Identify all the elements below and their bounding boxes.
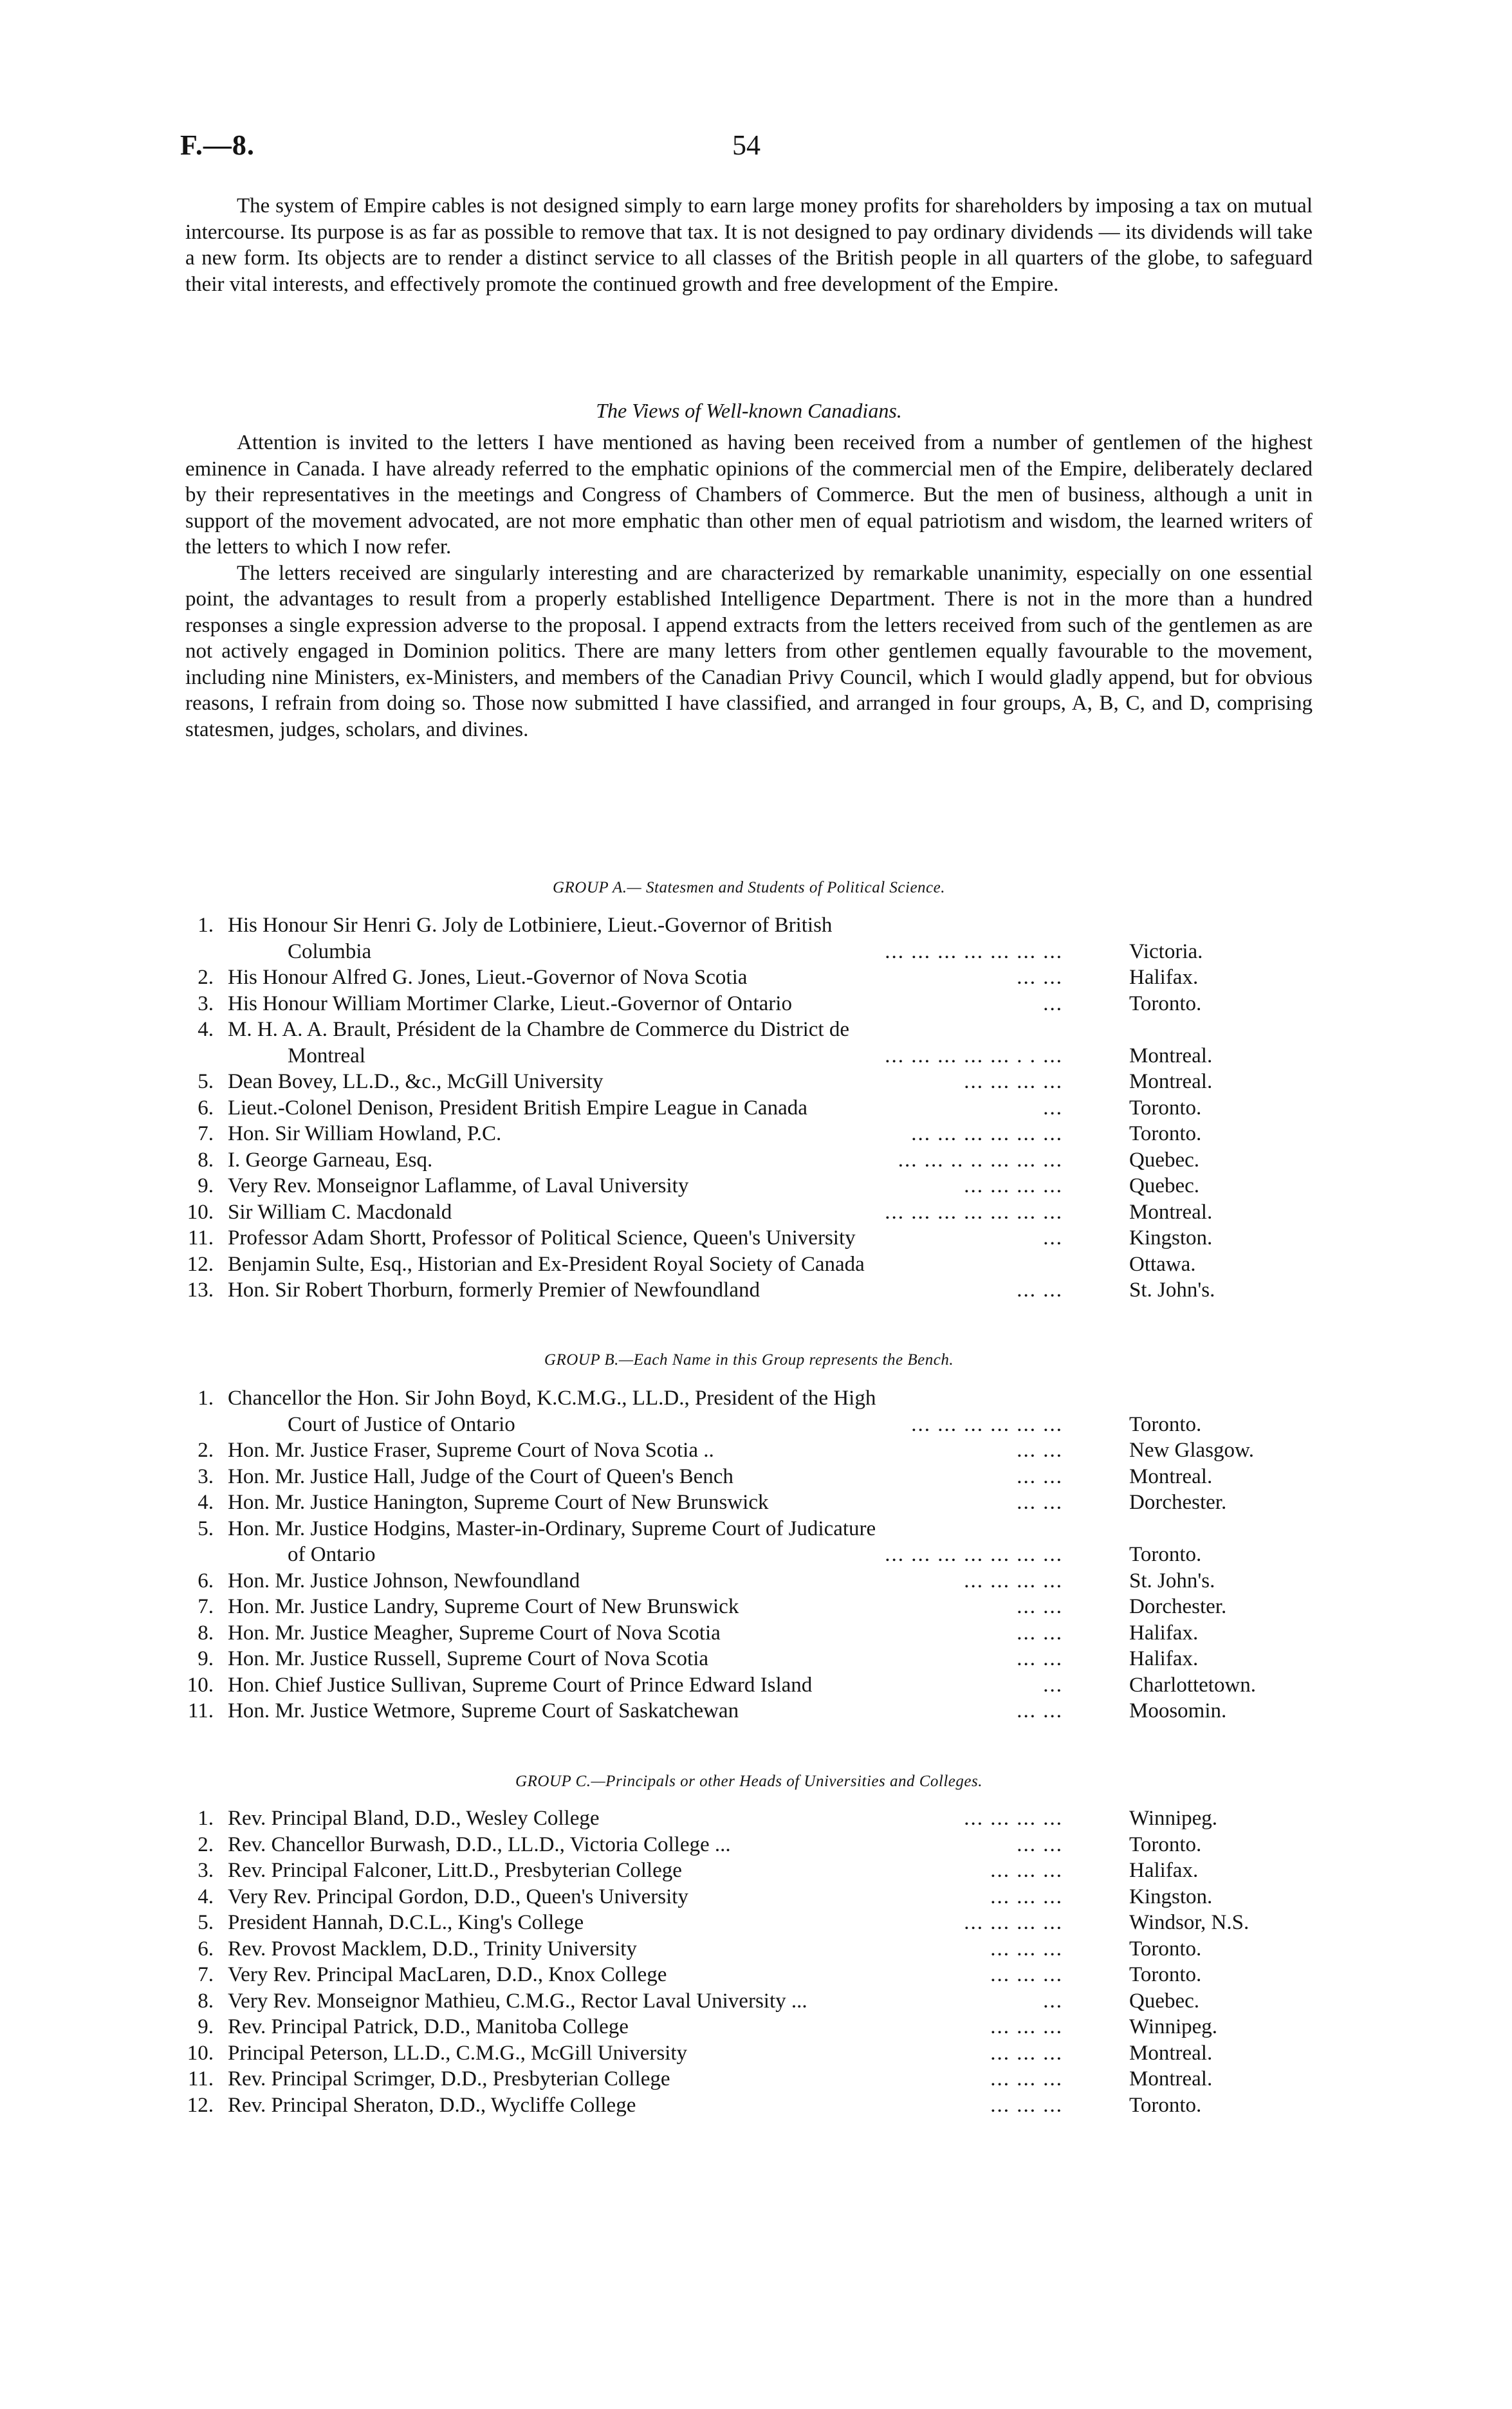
entry-place: St. John's. bbox=[1129, 1569, 1215, 1592]
entry-place: Kingston. bbox=[1129, 1226, 1213, 1250]
entry-place: Toronto. bbox=[1129, 2093, 1202, 2117]
body-paragraphs bbox=[185, 430, 1313, 743]
leader-dots: ... bbox=[1043, 992, 1063, 1015]
entry-name: Very Rev. Principal Gordon, D.D., Queen's University bbox=[228, 1885, 688, 1908]
entry-number: 9. bbox=[198, 2015, 214, 2038]
entry-number: 7. bbox=[198, 1963, 214, 1986]
intro-paragraph-block bbox=[185, 193, 1313, 297]
entry-number: 3. bbox=[198, 992, 214, 1015]
entry-place: Windsor, N.S. bbox=[1129, 1911, 1249, 1934]
entry-number: 8. bbox=[198, 1989, 214, 2013]
entry-name: Hon. Mr. Justice Fraser, Supreme Court of Nova Scotia .. bbox=[228, 1439, 714, 1462]
entry-name: Rev. Principal Falconer, Litt.D., Presbyterian College bbox=[228, 1859, 682, 1882]
entry-name: His Honour William Mortimer Clarke, Lieut.-Governor of Ontario bbox=[228, 992, 792, 1015]
entry-number: 6. bbox=[198, 1937, 214, 1961]
leader-dots: ... ... bbox=[1017, 1832, 1063, 1856]
leader-dots: ... ... ... ... ... ... bbox=[911, 1122, 1063, 1145]
entry-name: Benjamin Sulte, Esq., Historian and Ex-President Royal Society of Canada bbox=[228, 1252, 865, 1276]
entry-name: Lieut.-Colonel Denison, President British Empire League in Canada bbox=[228, 1096, 807, 1120]
entry-place: Toronto. bbox=[1129, 1412, 1202, 1436]
group-b-heading: GROUP B.—Each Name in this Group represents the Bench. bbox=[544, 1351, 954, 1369]
entry-name: Hon. Mr. Justice Johnson, Newfoundland bbox=[228, 1569, 580, 1592]
entry-place: Toronto. bbox=[1129, 1122, 1202, 1145]
entry-place: Charlottetown. bbox=[1129, 1673, 1257, 1697]
entry-number: 5. bbox=[198, 1517, 214, 1540]
entry-number: 1. bbox=[198, 914, 214, 937]
entry-name: Rev. Provost Macklem, D.D., Trinity University bbox=[228, 1937, 637, 1961]
list-entry bbox=[174, 1989, 1332, 2016]
entry-place: Toronto. bbox=[1129, 1832, 1202, 1856]
list-entry bbox=[174, 1699, 1332, 1726]
leader-dots: ... ... bbox=[1017, 1595, 1063, 1618]
entry-name: Very Rev. Principal MacLaren, D.D., Knox College bbox=[228, 1963, 667, 1986]
entry-number: 11. bbox=[187, 1226, 214, 1250]
list-entry bbox=[174, 914, 1332, 966]
leader-dots: ... ... ... bbox=[990, 2041, 1063, 2065]
list-entry bbox=[174, 2094, 1332, 2120]
entry-name-continuation: Court of Justice of Ontario bbox=[288, 1412, 515, 1436]
list-entry bbox=[174, 2015, 1332, 2042]
entry-number: 11. bbox=[187, 2067, 214, 2091]
group-a-heading: GROUP A.— Statesmen and Students of Political Science. bbox=[552, 879, 945, 896]
group-c-heading: GROUP C.—Principals or other Heads of Universities and Colleges. bbox=[515, 1773, 982, 1790]
list-entry bbox=[174, 1096, 1332, 1123]
entry-name: Rev. Principal Scrimger, D.D., Presbyterian College bbox=[228, 2067, 670, 2091]
entry-name: Chancellor the Hon. Sir John Boyd, K.C.M.G., LL.D., President of the High bbox=[228, 1387, 876, 1410]
entry-number: 8. bbox=[198, 1621, 214, 1645]
entry-number: 9. bbox=[198, 1647, 214, 1670]
entry-place: Montreal. bbox=[1129, 1464, 1213, 1488]
leader-dots: ... ... ... ... bbox=[964, 1174, 1063, 1197]
entry-name: Professor Adam Shortt, Professor of Political Science, Queen's University bbox=[228, 1226, 856, 1250]
entry-place: Quebec. bbox=[1129, 1148, 1200, 1172]
list-entry bbox=[174, 1201, 1332, 1227]
section-heading: The Views of Well-known Canadians. bbox=[596, 399, 902, 422]
entry-number: 7. bbox=[198, 1122, 214, 1145]
leader-dots: ... ... bbox=[1017, 1647, 1063, 1670]
list-entry bbox=[174, 2042, 1332, 2068]
entry-name: Hon. Mr. Justice Hanington, Supreme Court of New Brunswick bbox=[228, 1491, 769, 1514]
entry-number: 4. bbox=[198, 1491, 214, 1514]
entry-name: Rev. Principal Patrick, D.D., Manitoba College bbox=[228, 2015, 629, 2038]
list-entry bbox=[174, 1807, 1332, 1833]
entry-name: Hon. Mr. Justice Russell, Supreme Court of Nova Scotia bbox=[228, 1647, 709, 1670]
leader-dots: ... bbox=[1043, 1989, 1063, 2013]
list-entry bbox=[174, 1174, 1332, 1201]
entry-place: Kingston. bbox=[1129, 1885, 1213, 1908]
list-entry bbox=[174, 1070, 1332, 1096]
leader-dots: ... ... ... ... bbox=[964, 1807, 1063, 1830]
entry-place: Winnipeg. bbox=[1129, 1807, 1218, 1830]
entry-name: Hon. Sir Robert Thorburn, formerly Premier of Newfoundland bbox=[228, 1278, 760, 1302]
entry-name: Hon. Chief Justice Sullivan, Supreme Court of Prince Edward Island bbox=[228, 1673, 813, 1697]
leader-dots: ... ... bbox=[1017, 1464, 1063, 1488]
list-entry bbox=[174, 1859, 1332, 1885]
list-entry bbox=[174, 1226, 1332, 1253]
entry-number: 2. bbox=[198, 966, 214, 989]
entry-number: 11. bbox=[187, 1699, 214, 1722]
paragraph: Attention is invited to the letters I have mentioned as having been received from a number of gentlemen of the highest eminence in Canada. I have already referred to the emphatic opinions of the commercial men of the Empire, deliberately declared by their representatives in the meetings and Congress of Chambers of Commerce. But the men of business, although a unit in support of the movement advocated, are not more emphatic than other men of equal patriotism and wisdom, the learned writers of the letters to which I now refer. bbox=[185, 431, 1313, 558]
entry-place: Toronto. bbox=[1129, 1096, 1202, 1120]
entry-number: 10. bbox=[187, 1200, 214, 1224]
entry-number: 5. bbox=[198, 1070, 214, 1093]
entry-place: Montreal. bbox=[1129, 2041, 1213, 2065]
leader-dots: ... ... ... ... bbox=[964, 1070, 1063, 1093]
document-reference: F.—8. bbox=[180, 129, 255, 161]
list-entry bbox=[174, 1937, 1332, 1964]
leader-dots: ... ... bbox=[1017, 1621, 1063, 1645]
entry-place: Toronto. bbox=[1129, 1963, 1202, 1986]
list-entry bbox=[174, 2067, 1332, 2094]
list-entry bbox=[174, 1911, 1332, 1937]
entry-name: I. George Garneau, Esq. bbox=[228, 1148, 433, 1172]
entry-number: 2. bbox=[198, 1832, 214, 1856]
entry-name: Sir William C. Macdonald bbox=[228, 1200, 452, 1224]
intro-paragraph: The system of Empire cables is not designed simply to earn large money profits for shareholders by imposing a tax on mutual intercourse. Its purpose is as far as possible to remove that tax. It is not designed to pay ordinary dividends — its dividends will take a new form. Its objects are to render a distinct service to all classes of the British people in all quarters of the globe, to safeguard their vital interests, and effectively promote the continued growth and free development of the Empire. bbox=[185, 194, 1313, 296]
entry-number: 3. bbox=[198, 1859, 214, 1882]
leader-dots: ... bbox=[1043, 1673, 1063, 1697]
entry-place: Montreal. bbox=[1129, 1044, 1213, 1067]
entry-place: Halifax. bbox=[1129, 1621, 1199, 1645]
entry-name: Dean Bovey, LL.D., &c., McGill University bbox=[228, 1070, 604, 1093]
entry-place: Montreal. bbox=[1129, 2067, 1213, 2091]
entry-place: Ottawa. bbox=[1129, 1252, 1196, 1276]
entry-name: Hon. Mr. Justice Hall, Judge of the Court of Queen's Bench bbox=[228, 1464, 733, 1488]
entry-name: His Honour Sir Henri G. Joly de Lotbiniere, Lieut.-Governor of British bbox=[228, 914, 833, 937]
leader-dots: ... ... .. .. ... ... ... bbox=[898, 1148, 1063, 1172]
entry-name: Hon. Mr. Justice Meagher, Supreme Court of Nova Scotia bbox=[228, 1621, 721, 1645]
entry-place: Dorchester. bbox=[1129, 1491, 1227, 1514]
list-entry bbox=[174, 1491, 1332, 1517]
list-entry bbox=[174, 1621, 1332, 1648]
entry-number: 4. bbox=[198, 1018, 214, 1041]
leader-dots: ... ... ... bbox=[990, 2015, 1063, 2038]
entry-name: M. H. A. A. Brault, Président de la Chambre de Commerce du District de bbox=[228, 1018, 849, 1041]
entry-number: 9. bbox=[198, 1174, 214, 1197]
leader-dots: ... ... bbox=[1017, 1439, 1063, 1462]
entry-number: 13. bbox=[187, 1278, 214, 1302]
entry-number: 5. bbox=[198, 1911, 214, 1934]
list-entry bbox=[174, 1018, 1332, 1070]
list-entry bbox=[174, 992, 1332, 1019]
leader-dots: ... ... ... bbox=[990, 1885, 1063, 1908]
entry-place: Victoria. bbox=[1129, 939, 1203, 963]
leader-dots: ... ... ... ... ... ... bbox=[911, 1412, 1063, 1436]
leader-dots: ... ... bbox=[1017, 1699, 1063, 1722]
entry-name: Hon. Mr. Justice Wetmore, Supreme Court of Saskatchewan bbox=[228, 1699, 739, 1722]
entry-name: President Hannah, D.C.L., King's College bbox=[228, 1911, 584, 1934]
entry-place: Halifax. bbox=[1129, 1647, 1199, 1670]
list-entry bbox=[174, 966, 1332, 992]
entry-name: Rev. Principal Sheraton, D.D., Wycliffe College bbox=[228, 2093, 636, 2117]
entry-place: New Glasgow. bbox=[1129, 1439, 1254, 1462]
list-entry bbox=[174, 1595, 1332, 1621]
entry-name-continuation: Columbia bbox=[288, 939, 372, 963]
leader-dots: ... ... ... ... ... ... ... bbox=[885, 1543, 1063, 1566]
entry-place: Dorchester. bbox=[1129, 1595, 1227, 1618]
entry-name: Hon. Sir William Howland, P.C. bbox=[228, 1122, 502, 1145]
entry-place: Toronto. bbox=[1129, 1543, 1202, 1566]
list-entry bbox=[174, 1439, 1332, 1465]
entry-place: Toronto. bbox=[1129, 1937, 1202, 1961]
leader-dots: ... ... ... ... ... . . ... bbox=[885, 1044, 1063, 1067]
list-entry bbox=[174, 1569, 1332, 1596]
paragraph: The letters received are singularly interesting and are characterized by remarkable unanimity, especially on one essential point, the advantages to result from a properly established Intelligence Department. There is not in the more than a hundred responses a single expression adverse to the proposal. I append extracts from the letters received from such of the gentlemen as are not actively engaged in Dominion politics. There are many letters from other gentlemen equally favourable to the movement, including nine Ministers, ex-Ministers, and members of the Canadian Privy Council, which I would gladly append, but for obvious reasons, I refrain from doing so. Those now submitted I have classified, and arranged in four groups, A, B, C, and D, comprising statesmen, judges, scholars, and divines. bbox=[185, 561, 1313, 741]
list-entry bbox=[174, 1963, 1332, 1989]
list-entry bbox=[174, 1674, 1332, 1700]
list-entry bbox=[174, 1278, 1332, 1305]
entry-number: 12. bbox=[187, 1252, 214, 1276]
entry-name: Hon. Mr. Justice Landry, Supreme Court of New Brunswick bbox=[228, 1595, 739, 1618]
entry-place: Toronto. bbox=[1129, 992, 1202, 1015]
leader-dots: ... bbox=[1043, 1096, 1063, 1120]
leader-dots: ... ... ... ... ... ... ... bbox=[885, 939, 1063, 963]
list-entry bbox=[174, 1517, 1332, 1569]
entry-name: Hon. Mr. Justice Hodgins, Master-in-Ordinary, Supreme Court of Judicature bbox=[228, 1517, 876, 1540]
leader-dots: ... ... ... ... bbox=[964, 1569, 1063, 1592]
entry-name-continuation: of Ontario bbox=[288, 1543, 376, 1566]
entry-number: 10. bbox=[187, 2041, 214, 2065]
list-entry bbox=[174, 1253, 1332, 1279]
entry-name: His Honour Alfred G. Jones, Lieut.-Governor of Nova Scotia bbox=[228, 966, 748, 989]
list-entry bbox=[174, 1465, 1332, 1491]
entry-number: 2. bbox=[198, 1439, 214, 1462]
group-a-list bbox=[174, 914, 1332, 1305]
leader-dots: ... ... ... ... ... ... ... bbox=[885, 1200, 1063, 1224]
page-number: 54 bbox=[732, 129, 761, 161]
entry-place: Montreal. bbox=[1129, 1200, 1213, 1224]
group-c-list bbox=[174, 1807, 1332, 2119]
entry-number: 7. bbox=[198, 1595, 214, 1618]
entry-number: 6. bbox=[198, 1096, 214, 1120]
entry-name-continuation: Montreal bbox=[288, 1044, 365, 1067]
page-header bbox=[180, 129, 1338, 167]
list-entry bbox=[174, 1122, 1332, 1149]
entry-number: 1. bbox=[198, 1387, 214, 1410]
entry-number: 10. bbox=[187, 1673, 214, 1697]
leader-dots: ... ... ... bbox=[990, 1859, 1063, 1882]
entry-name: Very Rev. Monseignor Laflamme, of Laval University bbox=[228, 1174, 689, 1197]
entry-place: Quebec. bbox=[1129, 1174, 1200, 1197]
list-entry bbox=[174, 1833, 1332, 1860]
leader-dots: ... ... bbox=[1017, 966, 1063, 989]
entry-number: 3. bbox=[198, 1464, 214, 1488]
entry-name: Rev. Chancellor Burwash, D.D., LL.D., Victoria College ... bbox=[228, 1832, 731, 1856]
leader-dots: ... ... bbox=[1017, 1278, 1063, 1302]
entry-name: Rev. Principal Bland, D.D., Wesley College bbox=[228, 1807, 600, 1830]
leader-dots: ... bbox=[1043, 1226, 1063, 1250]
list-entry bbox=[174, 1647, 1332, 1674]
list-entry bbox=[174, 1885, 1332, 1912]
entry-place: Montreal. bbox=[1129, 1070, 1213, 1093]
entry-number: 1. bbox=[198, 1807, 214, 1830]
entry-number: 4. bbox=[198, 1885, 214, 1908]
list-entry bbox=[174, 1149, 1332, 1175]
entry-name: Principal Peterson, LL.D., C.M.G., McGill University bbox=[228, 2041, 688, 2065]
entry-place: Winnipeg. bbox=[1129, 2015, 1218, 2038]
entry-place: Moosomin. bbox=[1129, 1699, 1227, 1722]
entry-place: Quebec. bbox=[1129, 1989, 1200, 2013]
leader-dots: ... ... ... bbox=[990, 1963, 1063, 1986]
entry-name: Very Rev. Monseignor Mathieu, C.M.G., Rector Laval University ... bbox=[228, 1989, 807, 2013]
entry-place: St. John's. bbox=[1129, 1278, 1215, 1302]
leader-dots: ... ... ... ... bbox=[964, 1911, 1063, 1934]
list-entry bbox=[174, 1387, 1332, 1439]
entry-place: Halifax. bbox=[1129, 1859, 1199, 1882]
leader-dots: ... ... ... bbox=[990, 2067, 1063, 2091]
entry-place: Halifax. bbox=[1129, 966, 1199, 989]
group-b-list bbox=[174, 1387, 1332, 1726]
entry-number: 12. bbox=[187, 2093, 214, 2117]
entry-number: 6. bbox=[198, 1569, 214, 1592]
leader-dots: ... ... ... bbox=[990, 1937, 1063, 1961]
entry-number: 8. bbox=[198, 1148, 214, 1172]
leader-dots: ... ... bbox=[1017, 1491, 1063, 1514]
leader-dots: ... ... ... bbox=[990, 2093, 1063, 2117]
